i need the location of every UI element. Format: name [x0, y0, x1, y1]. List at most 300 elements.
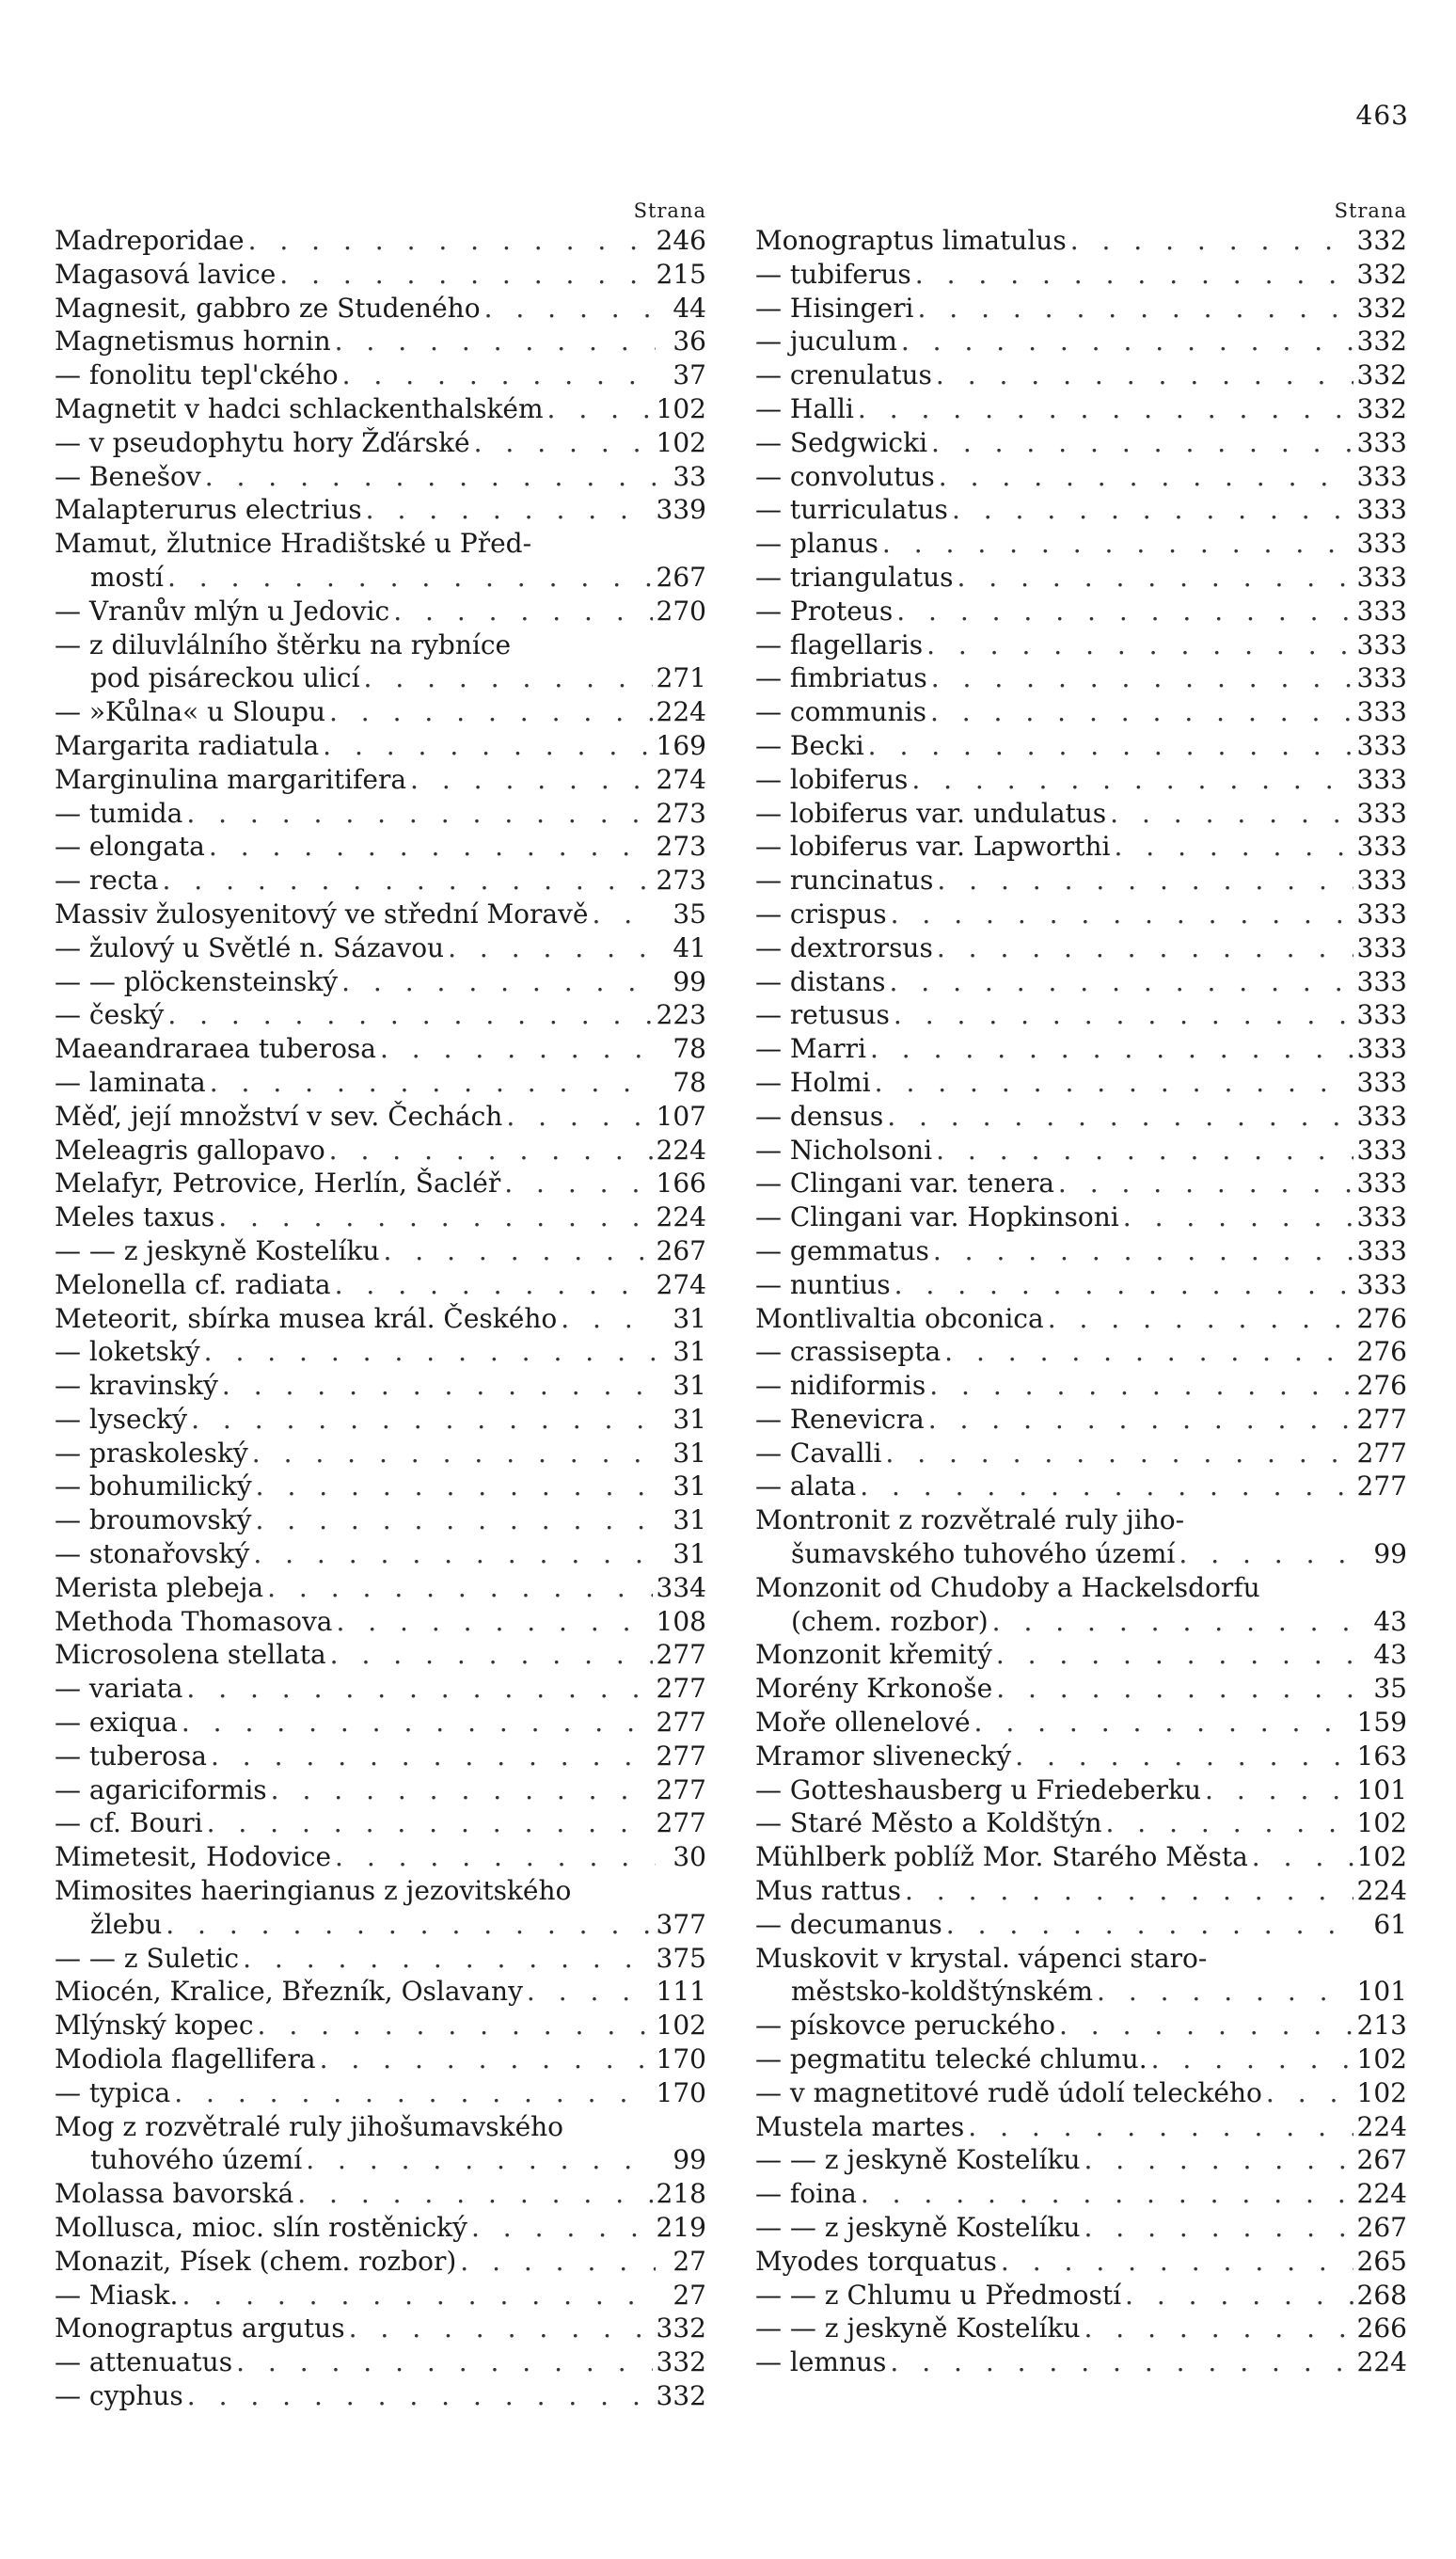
leader-dots — [167, 561, 653, 595]
leader-dots — [329, 695, 653, 729]
leader-dots — [204, 1335, 656, 1369]
index-entry — [55, 2211, 706, 2245]
entry-term: — runcinatus — [755, 865, 934, 897]
entry-term: Monzonit křemitý — [755, 1639, 992, 1671]
leader-dots — [410, 763, 653, 797]
entry-page-number: 224 — [656, 1201, 706, 1233]
entry-page-number: 31 — [673, 1302, 706, 1334]
leader-dots — [255, 1503, 656, 1537]
index-entry — [755, 2211, 1407, 2245]
entry-term: — nidiformis — [755, 1370, 926, 1402]
index-entry — [55, 1134, 706, 1168]
index-entry — [55, 1470, 706, 1503]
entry-term: — planus — [755, 528, 878, 560]
leader-dots — [329, 1134, 653, 1168]
entry-page-number: 30 — [673, 1841, 706, 1873]
entry-page-number: 78 — [673, 1033, 706, 1065]
entry-page-number: 332 — [1356, 292, 1407, 324]
entry-page-number: 102 — [1356, 1841, 1407, 1873]
index-entry — [755, 2009, 1407, 2042]
entry-page-number: 170 — [656, 2043, 706, 2075]
entry-page-number: 31 — [673, 1504, 706, 1536]
entry-page-number: 333 — [1356, 460, 1407, 492]
entry-term: Montronit z rozvětralé ruly jiho- — [755, 1504, 1185, 1536]
entry-term: mostí — [90, 561, 164, 593]
leader-dots — [882, 527, 1353, 561]
index-entry — [755, 729, 1407, 763]
entry-term: — retusus — [755, 999, 890, 1031]
leader-dots — [335, 1268, 653, 1302]
entry-page-number: 101 — [1356, 1976, 1407, 2008]
entry-term: Mollusca, mioc. slín rostěnický — [55, 2212, 467, 2244]
leader-dots — [527, 1975, 653, 2009]
leader-dots — [256, 1470, 656, 1503]
entry-page-number: 332 — [1356, 258, 1407, 290]
index-entry — [755, 1167, 1407, 1200]
leader-dots — [933, 1234, 1353, 1268]
entry-term: — densus — [755, 1100, 884, 1132]
leader-dots — [901, 325, 1353, 358]
entry-term: — flagellaris — [755, 628, 924, 660]
entry-term: tuhového území — [90, 2144, 303, 2176]
entry-page-number: 31 — [673, 1403, 706, 1435]
entry-term: — Sedgwicki — [755, 426, 928, 458]
index-entry — [755, 1840, 1407, 1874]
entry-page-number: 102 — [656, 392, 706, 424]
index-entry — [755, 1908, 1407, 1942]
entry-page-number: 332 — [1356, 392, 1407, 424]
index-entry — [755, 2345, 1407, 2379]
entry-page-number: 102 — [656, 426, 706, 458]
leader-dots — [968, 2110, 1353, 2144]
entry-term: — dextrorsus — [755, 931, 933, 963]
index-entry — [55, 1335, 706, 1369]
entry-term: Mustela martes — [755, 2110, 965, 2142]
index-entry — [55, 2076, 706, 2110]
leader-dots — [267, 1571, 652, 1605]
leader-dots — [930, 695, 1353, 729]
entry-term: Magnesit, gabbro ze Studeného — [55, 292, 481, 324]
entry-term: — český — [55, 999, 165, 1031]
entry-term: — exiqua — [55, 1707, 178, 1739]
entry-term: — — z jeskyně Kostelíku — [755, 2313, 1081, 2344]
entry-term: — v magnetitové rudě údolí teleckého — [755, 2076, 1262, 2108]
index-entry — [755, 1571, 1407, 1605]
index-entry — [55, 2177, 706, 2211]
entry-term: — »Kůlna« u Sloupu — [55, 696, 325, 728]
leader-dots — [891, 898, 1353, 931]
entry-page-number: 333 — [1356, 831, 1407, 863]
column-header-strana: Strana — [1334, 199, 1407, 222]
leader-dots — [928, 1403, 1353, 1437]
entry-term: Meleagris gallopavo — [55, 1134, 325, 1166]
entry-page-number: 277 — [656, 1773, 706, 1805]
leader-dots — [905, 1874, 1353, 1908]
entry-page-number: 274 — [656, 1268, 706, 1300]
entry-term: — Hisingeri — [755, 292, 914, 324]
entry-term: — stonařovský — [55, 1538, 250, 1570]
entry-term: — triangulatus — [755, 561, 954, 593]
index-entry — [55, 1706, 706, 1740]
entry-term: — attenuatus — [55, 2346, 233, 2378]
entry-term: Massiv žulosyenitový ve střední Moravě — [55, 898, 589, 930]
entry-page-number: 35 — [673, 898, 706, 930]
index-entry — [55, 830, 706, 864]
leader-dots — [380, 1032, 656, 1066]
entry-page-number: 333 — [1356, 662, 1407, 694]
leader-dots — [384, 1234, 653, 1268]
entry-page-number: 333 — [1356, 426, 1407, 458]
leader-dots — [957, 561, 1353, 595]
entry-term: — juculum — [755, 326, 897, 358]
index-entry — [55, 695, 706, 729]
entry-page-number: 102 — [1356, 2043, 1407, 2075]
entry-page-number: 44 — [673, 292, 706, 324]
leader-dots — [323, 729, 652, 763]
entry-page-number: 375 — [656, 1942, 706, 1974]
index-entries-right — [755, 224, 1407, 2379]
leader-dots — [561, 1302, 656, 1336]
entry-page-number: 224 — [1356, 2346, 1407, 2378]
leader-dots — [182, 2279, 656, 2313]
entry-term: — crassisepta — [755, 1336, 942, 1368]
entry-page-number: 332 — [656, 2313, 706, 2344]
entry-page-number: 159 — [1356, 1707, 1407, 1739]
leader-dots — [506, 1100, 652, 1134]
leader-dots — [243, 1942, 652, 1976]
entry-page-number: 333 — [1356, 1033, 1407, 1065]
entry-page-number: 274 — [656, 763, 706, 795]
entry-term: Maeandraraea tuberosa — [55, 1033, 376, 1065]
index-entry — [55, 1032, 706, 1066]
entry-term: — recta — [55, 865, 159, 897]
entry-term: — lobiferus — [755, 763, 909, 795]
index-entry — [55, 258, 706, 292]
leader-dots — [896, 595, 1353, 628]
entry-page-number: 273 — [656, 831, 706, 863]
index-entry — [55, 1740, 706, 1773]
entry-term: — praskoleský — [55, 1437, 248, 1469]
index-entry — [755, 1234, 1407, 1268]
leader-dots — [211, 1740, 653, 1773]
entry-term: Merista plebeja — [55, 1571, 264, 1603]
entry-page-number: 166 — [656, 1168, 706, 1200]
entry-page-number: 277 — [656, 1740, 706, 1772]
entry-term: městsko-koldštýnském — [791, 1976, 1094, 2008]
leader-dots — [218, 1200, 652, 1234]
entry-term: Methoda Thomasova — [55, 1605, 333, 1637]
entry-page-number: 273 — [656, 797, 706, 829]
leader-dots — [885, 1437, 1353, 1470]
index-entry — [55, 527, 706, 561]
entry-term: — tumida — [55, 797, 183, 829]
index-entry — [755, 1403, 1407, 1437]
index-entry — [55, 292, 706, 326]
entry-page-number: 27 — [673, 2279, 706, 2311]
index-entry — [755, 292, 1407, 326]
leader-dots — [944, 1335, 1353, 1369]
index-entry — [755, 628, 1407, 662]
entry-page-number: 333 — [1356, 494, 1407, 526]
entry-term: — lobiferus var. Lapworthi — [755, 831, 1111, 863]
entry-page-number: 277 — [1356, 1437, 1407, 1469]
leader-dots — [271, 1773, 653, 1807]
leader-dots — [1058, 1167, 1353, 1200]
entry-term: Mlýnský kopec — [55, 2010, 254, 2042]
index-entry — [55, 898, 706, 931]
entry-page-number: 333 — [1356, 965, 1407, 997]
entry-page-number: 224 — [1356, 2110, 1407, 2142]
index-entry — [55, 965, 706, 999]
leader-dots — [186, 1672, 652, 1706]
index-entry — [55, 493, 706, 527]
page-number: 463 — [1355, 100, 1409, 131]
entry-term: — Clingani var. Hopkinsoni — [755, 1201, 1119, 1233]
entry-page-number: 37 — [673, 359, 706, 391]
entry-term: — — z Chlumu u Předmostí — [755, 2279, 1122, 2311]
entry-term: — typica — [55, 2076, 171, 2108]
entry-page-number: 31 — [673, 1538, 706, 1570]
entry-page-number: 41 — [673, 931, 706, 963]
index-entry — [55, 2042, 706, 2076]
entry-term: — pískovce peruckého — [755, 2010, 1055, 2042]
entry-page-number: 267 — [1356, 2144, 1407, 2176]
index-column-left — [55, 198, 706, 2413]
entry-page-number: 333 — [1356, 561, 1407, 593]
leader-dots — [870, 1032, 1353, 1066]
leader-dots — [1097, 1975, 1353, 2009]
entry-page-number: 333 — [1356, 628, 1407, 660]
entry-page-number: 224 — [1356, 1875, 1407, 1907]
entry-term: Měď, její množství v sev. Čechách — [55, 1100, 503, 1132]
index-entry — [55, 661, 706, 695]
entry-term: — cyphus — [55, 2380, 183, 2411]
leader-dots — [504, 1167, 652, 1200]
entry-page-number: 101 — [1356, 1773, 1407, 1805]
index-entry — [55, 325, 706, 358]
index-entry — [755, 830, 1407, 864]
entry-term: pod pisáreckou ulicí — [90, 662, 360, 694]
entry-term: — alata — [755, 1470, 857, 1502]
index-entry — [755, 864, 1407, 898]
entry-page-number: 333 — [1356, 595, 1407, 627]
leader-dots — [320, 2042, 653, 2076]
entry-term: Mimetesit, Hodovice — [55, 1841, 332, 1873]
entry-term: — Vranův mlýn u Jedovic — [55, 595, 390, 627]
index-entry — [755, 2143, 1407, 2177]
index-entry — [55, 797, 706, 831]
entry-term: Moře ollenelové — [755, 1707, 971, 1739]
leader-dots — [931, 426, 1353, 460]
index-entry — [55, 460, 706, 494]
entry-page-number: 377 — [656, 1908, 706, 1940]
index-entry — [755, 1942, 1407, 1976]
index-entry — [755, 1268, 1407, 1302]
leader-dots — [248, 224, 653, 258]
leader-dots — [342, 358, 656, 392]
entry-page-number: 267 — [656, 1234, 706, 1266]
entry-term: — agariciformis — [55, 1773, 267, 1805]
index-entry — [55, 1200, 706, 1234]
leader-dots — [474, 426, 653, 460]
index-entry — [55, 2009, 706, 2042]
entry-page-number: 277 — [656, 1639, 706, 1671]
index-entry — [755, 1605, 1407, 1639]
leader-dots — [887, 1100, 1353, 1134]
entry-page-number: 99 — [673, 2144, 706, 2176]
entry-term: — gemmatus — [755, 1234, 929, 1266]
leader-dots — [166, 1908, 652, 1942]
index-entry — [755, 2110, 1407, 2144]
entry-term: Mramor slivenecký — [755, 1740, 1012, 1772]
entry-term: žlebu — [90, 1908, 163, 1940]
entry-page-number: 277 — [656, 1673, 706, 1705]
index-entry — [755, 1200, 1407, 1234]
entry-page-number: 277 — [1356, 1470, 1407, 1502]
entry-term: — z diluvlálního štěrku na rybníce — [55, 628, 512, 660]
entry-term: Monazit, Písek (chem. rozbor) — [55, 2245, 457, 2277]
entry-term: Marginulina margaritifera — [55, 763, 407, 795]
leader-dots — [187, 2379, 653, 2413]
entry-page-number: 246 — [656, 225, 706, 256]
index-entry — [55, 1066, 706, 1100]
entry-page-number: 332 — [656, 2380, 706, 2411]
index-entry — [755, 2279, 1407, 2313]
entry-term: — pegmatitu telecké chlumu. — [755, 2043, 1147, 2075]
leader-dots — [258, 2009, 653, 2042]
leader-dots — [341, 965, 656, 999]
leader-dots — [279, 258, 652, 292]
index-entry — [55, 2345, 706, 2379]
entry-page-number: 332 — [1356, 225, 1407, 256]
leader-dots — [330, 1638, 653, 1672]
entry-page-number: 333 — [1356, 1168, 1407, 1200]
leader-dots — [974, 1706, 1353, 1740]
leader-dots — [1115, 830, 1353, 864]
entry-term: — loketský — [55, 1336, 200, 1368]
entry-page-number: 333 — [1356, 1066, 1407, 1098]
leader-dots — [547, 392, 653, 426]
entry-term: Mamut, žlutnice Hradištské u Před- — [55, 528, 532, 560]
entry-term: Molassa bavorská — [55, 2178, 294, 2210]
leader-dots — [1179, 1537, 1356, 1571]
entry-term: — Miask. — [55, 2279, 179, 2311]
leader-dots — [894, 1268, 1353, 1302]
leader-dots — [592, 898, 656, 931]
leader-dots — [890, 2345, 1353, 2379]
entry-page-number: 170 — [656, 2076, 706, 2108]
index-entry — [55, 1605, 706, 1639]
leader-dots — [366, 493, 653, 527]
leader-dots — [297, 2177, 652, 2211]
entry-term: — convolutus — [755, 460, 935, 492]
leader-dots — [1084, 2211, 1353, 2245]
entry-term: — — z jeskyně Kostelíku — [755, 2212, 1081, 2244]
entry-page-number: 35 — [1373, 1673, 1407, 1705]
entry-page-number: 277 — [1356, 1403, 1407, 1435]
leader-dots — [253, 1537, 656, 1571]
entry-page-number: 267 — [1356, 2212, 1407, 2244]
leader-dots — [1252, 1840, 1353, 1874]
leader-dots — [937, 864, 1353, 898]
index-entry — [55, 426, 706, 460]
entry-term: — decumanus — [755, 1908, 942, 1940]
entry-page-number: 215 — [656, 258, 706, 290]
entry-term: — žulový u Světlé n. Sázavou — [55, 931, 445, 963]
index-entry — [755, 1066, 1407, 1100]
entry-term: Meteorit, sbírka musea král. Českého — [55, 1302, 558, 1334]
entry-term: Mimosites haeringianus z jezovitského — [55, 1875, 572, 1907]
entry-term: — Gotteshausberg u Friedeberku — [755, 1773, 1202, 1805]
entry-term: Magnetit v hadci schlackenthalském — [55, 392, 544, 424]
index-entry — [55, 864, 706, 898]
entry-page-number: 224 — [656, 1134, 706, 1166]
entry-term: — — z Suletic — [55, 1942, 240, 1974]
index-entry — [55, 1167, 706, 1200]
leader-dots — [252, 1437, 656, 1470]
entry-page-number: 99 — [673, 965, 706, 997]
leader-dots — [1048, 1302, 1353, 1336]
entry-term: Margarita radiatula — [55, 729, 320, 761]
leader-dots — [937, 931, 1353, 965]
entry-term: — Nicholsoni — [755, 1134, 933, 1166]
leader-dots — [1084, 2312, 1353, 2345]
entry-page-number: 27 — [673, 2245, 706, 2277]
entry-term: Mühlberk poblíž Mor. Starého Města — [755, 1841, 1248, 1873]
index-entry — [755, 965, 1407, 999]
index-entry — [55, 595, 706, 628]
index-entry — [755, 595, 1407, 628]
entry-page-number: 169 — [656, 729, 706, 761]
index-entry — [55, 561, 706, 595]
entry-page-number: 33 — [673, 460, 706, 492]
entry-page-number: 268 — [1356, 2279, 1407, 2311]
index-entry — [755, 1470, 1407, 1503]
leader-dots — [931, 661, 1353, 695]
index-entry — [755, 763, 1407, 797]
index-entry — [55, 1403, 706, 1437]
index-entry — [55, 2110, 706, 2144]
leader-dots — [936, 1134, 1353, 1168]
leader-dots — [936, 358, 1353, 392]
index-entry — [755, 898, 1407, 931]
index-entry — [55, 763, 706, 797]
entry-page-number: 111 — [656, 1976, 706, 2008]
leader-dots — [1059, 2009, 1353, 2042]
index-entry — [755, 1773, 1407, 1807]
entry-page-number: 333 — [1356, 696, 1407, 728]
entry-page-number: 276 — [1356, 1370, 1407, 1402]
index-entry — [55, 1840, 706, 1874]
entry-term: — turriculatus — [755, 494, 948, 526]
index-entry — [55, 1571, 706, 1605]
entry-page-number: 271 — [656, 662, 706, 694]
leader-dots — [364, 661, 653, 695]
entry-term: Monograptus limatulus — [755, 225, 1067, 256]
entry-term: — distans — [755, 965, 886, 997]
entry-term: — cf. Bouri — [55, 1807, 203, 1839]
leader-dots — [205, 460, 656, 494]
entry-page-number: 224 — [656, 696, 706, 728]
entry-page-number: 224 — [1356, 2178, 1407, 2210]
entry-page-number: 277 — [656, 1807, 706, 1839]
index-entry — [755, 1134, 1407, 1168]
index-entry — [55, 628, 706, 662]
index-entry — [55, 1806, 706, 1840]
entry-term: Madreporidae — [55, 225, 245, 256]
entry-page-number: 333 — [1356, 763, 1407, 795]
index-entry — [755, 426, 1407, 460]
